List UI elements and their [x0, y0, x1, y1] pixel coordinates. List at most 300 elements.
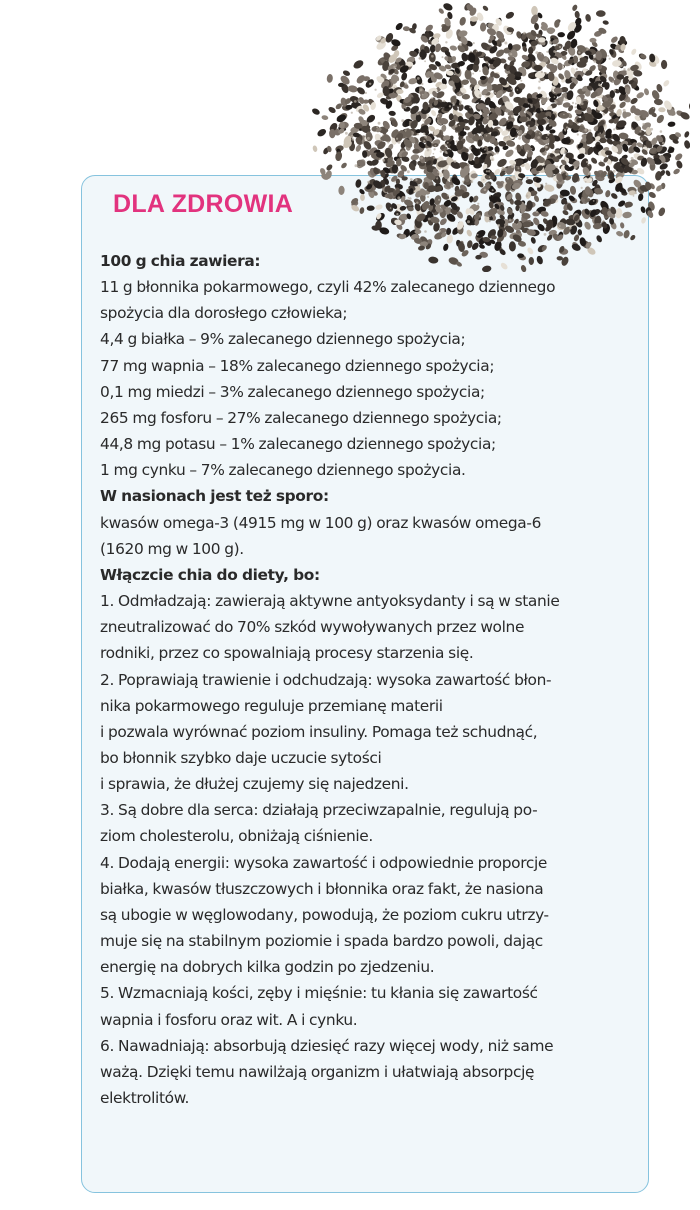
seed-highlight: [538, 87, 541, 90]
seed-highlight: [577, 133, 579, 135]
text-line: wapnia i fosforu oraz wit. A i cynku.: [100, 1010, 358, 1029]
seed-highlight: [613, 128, 615, 130]
chia-seed: [622, 211, 632, 218]
text-line: 77 mg wapnia – 18% zalecanego dziennego spożycia;: [100, 356, 495, 375]
chia-seed: [683, 140, 690, 150]
seed-highlight: [459, 103, 462, 106]
chia-seed: [657, 206, 666, 217]
seed-highlight: [456, 140, 458, 142]
seed-highlight: [397, 196, 400, 199]
chia-seed: [355, 179, 362, 188]
chia-seed: [571, 172, 580, 183]
seed-highlight: [479, 70, 481, 72]
seed-highlight: [397, 141, 400, 144]
text-line: 6. Nawadniają: absorbują dziesięć razy więcej wody, niż same: [100, 1036, 554, 1055]
seed-highlight: [628, 68, 631, 71]
seed-highlight: [496, 152, 499, 155]
seed-highlight: [396, 138, 398, 140]
chia-seed: [360, 194, 365, 201]
text-line: 0,1 mg miedzi – 3% zalecanego dziennego spożycia;: [100, 382, 485, 401]
seed-highlight: [351, 135, 354, 138]
seed-highlight: [510, 176, 512, 178]
seed-highlight: [556, 224, 558, 226]
seed-highlight: [504, 136, 507, 139]
seed-highlight: [641, 138, 643, 140]
chia-seed: [683, 131, 690, 139]
seed-highlight: [505, 172, 507, 174]
chia-seed: [574, 11, 580, 19]
chia-seed: [595, 234, 603, 243]
chia-seed: [338, 186, 345, 196]
chia-seed: [327, 106, 336, 114]
text-line: bo błonnik szybko daje uczucie sytości: [100, 748, 382, 767]
seed-highlight: [590, 176, 593, 179]
chia-seed: [403, 26, 410, 31]
section-title: DLA ZDROWIA: [113, 190, 294, 218]
chia-seed: [530, 236, 537, 244]
chia-seed: [667, 121, 675, 127]
seed-highlight: [509, 219, 512, 222]
chia-seed: [440, 191, 451, 201]
chia-seed: [442, 2, 454, 12]
seed-highlight: [554, 100, 556, 102]
seed-highlight: [541, 53, 543, 55]
seed-highlight: [401, 119, 404, 122]
chia-seed: [321, 115, 329, 121]
seed-highlight: [535, 51, 538, 54]
chia-seed: [458, 16, 466, 26]
seed-highlight: [416, 202, 418, 204]
seed-highlight: [536, 124, 538, 126]
seed-highlight: [473, 42, 475, 44]
seed-highlight: [660, 130, 663, 133]
seed-highlight: [526, 195, 529, 198]
seed-highlight: [651, 128, 654, 131]
seed-highlight: [607, 55, 609, 57]
chia-seed: [394, 22, 404, 32]
chia-seed: [655, 114, 665, 125]
text-line: 3. Są dobre dla serca: działają przeciwzapalnie, regulują po-: [100, 801, 538, 820]
seed-highlight: [570, 225, 572, 227]
chia-seed: [449, 45, 457, 52]
text-line: ziom cholesterolu, obniżają ciśnienie.: [100, 827, 373, 846]
seed-highlight: [564, 129, 566, 131]
chia-seed: [311, 107, 321, 116]
seed-highlight: [540, 109, 542, 111]
text-line: białka, kwasów tłuszczowych i błonnika oraz fakt, że nasiona: [100, 879, 544, 898]
seed-highlight: [648, 163, 650, 165]
chia-seed: [602, 20, 609, 25]
seed-highlight: [527, 177, 529, 179]
seed-highlight: [546, 51, 548, 53]
chia-seed: [316, 127, 327, 137]
seed-highlight: [422, 94, 424, 96]
chia-seed: [347, 85, 358, 93]
seed-highlight: [484, 189, 487, 192]
seed-highlight: [511, 88, 513, 90]
text-line: 5. Wzmacniają kości, zęby i mięśnie: tu kłania się zawartość: [100, 984, 538, 1003]
seed-highlight: [549, 125, 551, 127]
seed-highlight: [467, 220, 470, 223]
seed-highlight: [407, 170, 410, 173]
seed-highlight: [438, 199, 440, 201]
text-line: 1 mg cynku – 7% zalecanego dziennego spożycia.: [100, 461, 466, 480]
chia-seed: [557, 62, 563, 70]
seed-highlight: [593, 55, 596, 58]
seed-highlight: [408, 197, 410, 199]
seed-highlight: [469, 106, 471, 108]
chia-seed: [326, 74, 333, 83]
chia-seed: [396, 89, 403, 94]
seed-highlight: [623, 68, 625, 70]
chia-seed: [689, 102, 690, 110]
seed-highlight: [541, 184, 543, 186]
seed-highlight: [367, 137, 370, 140]
seed-highlight: [459, 43, 462, 46]
seed-highlight: [642, 123, 644, 125]
seed-highlight: [603, 113, 606, 116]
seed-highlight: [428, 218, 431, 221]
seed-highlight: [491, 159, 493, 161]
chia-seed: [623, 229, 631, 239]
chia-seed: [615, 208, 623, 219]
seed-highlight: [518, 167, 520, 169]
seed-highlight: [435, 145, 437, 147]
seed-highlight: [395, 189, 397, 191]
seed-highlight: [486, 170, 488, 172]
text-line: są ubogie w węglowodany, powodują, że poziom cukru utrzy-: [100, 905, 549, 924]
seed-highlight: [433, 153, 435, 155]
chia-seed: [630, 48, 637, 56]
chia-seed: [620, 222, 625, 229]
seed-highlight: [393, 87, 395, 89]
seed-highlight: [415, 179, 417, 181]
seed-highlight: [612, 81, 614, 83]
section-heading: 100 g chia zawiera:: [100, 252, 261, 270]
seed-highlight: [531, 106, 533, 108]
chia-seed: [329, 129, 335, 138]
seed-highlight: [393, 66, 395, 68]
seed-highlight: [484, 149, 486, 151]
chia-seed: [654, 98, 664, 105]
seed-highlight: [449, 105, 451, 107]
seed-highlight: [477, 234, 479, 236]
chia-seed: [508, 43, 513, 50]
seed-highlight: [544, 233, 547, 236]
seed-highlight: [419, 57, 422, 60]
chia-seed: [585, 14, 592, 23]
seed-highlight: [485, 61, 488, 64]
seed-highlight: [390, 207, 392, 209]
seed-highlight: [481, 132, 484, 135]
chia-seed: [335, 151, 343, 162]
chia-seed: [610, 192, 619, 200]
chia-seed: [410, 154, 420, 162]
seed-highlight: [662, 142, 665, 145]
text-line: spożycia dla dorosłego człowieka;: [100, 304, 348, 323]
seed-highlight: [588, 129, 591, 132]
seed-highlight: [477, 203, 479, 205]
text-line: 4,4 g białka – 9% zalecanego dziennego spożycia;: [100, 330, 466, 349]
seed-highlight: [397, 169, 399, 171]
seed-highlight: [631, 157, 634, 160]
seed-highlight: [523, 32, 526, 35]
seed-highlight: [427, 196, 429, 198]
seed-highlight: [345, 132, 348, 135]
chia-seed: [312, 145, 318, 153]
text-line: i pozwala wyrównać poziom insuliny. Pomaga też schudnąć,: [100, 722, 538, 741]
seed-highlight: [418, 185, 421, 188]
seed-highlight: [378, 122, 381, 125]
chia-seed: [605, 190, 611, 198]
seed-highlight: [539, 133, 541, 135]
seed-highlight: [618, 59, 620, 61]
seed-highlight: [546, 146, 548, 148]
seed-highlight: [459, 125, 461, 127]
chia-seed: [480, 22, 487, 31]
seed-highlight: [581, 102, 584, 105]
seed-highlight: [476, 50, 478, 52]
seed-highlight: [405, 82, 407, 84]
seed-highlight: [598, 83, 601, 86]
seed-highlight: [472, 73, 474, 75]
chia-seed: [665, 169, 672, 176]
seed-highlight: [355, 164, 358, 167]
chia-seed: [505, 10, 516, 20]
seed-highlight: [578, 51, 580, 53]
seed-highlight: [653, 108, 655, 110]
chia-seed: [640, 206, 647, 214]
seed-highlight: [546, 73, 548, 75]
seed-highlight: [507, 177, 509, 179]
chia-seed: [675, 160, 683, 170]
chia-seed: [569, 185, 576, 195]
seed-highlight: [518, 132, 520, 134]
seed-highlight: [623, 173, 625, 175]
seed-highlight: [536, 211, 538, 213]
seed-highlight: [563, 114, 565, 116]
seed-highlight: [487, 117, 489, 119]
seed-highlight: [556, 166, 558, 168]
seed-highlight: [489, 176, 491, 178]
chia-seed: [531, 6, 538, 16]
seed-highlight: [545, 153, 547, 155]
seed-highlight: [600, 160, 602, 162]
seed-highlight: [439, 230, 441, 232]
seed-highlight: [513, 164, 516, 167]
seed-highlight: [433, 148, 435, 150]
chia-seed: [375, 204, 383, 211]
seed-highlight: [537, 136, 540, 139]
chia-seed: [658, 107, 666, 113]
chia-seed: [672, 168, 680, 176]
seed-highlight: [492, 189, 494, 191]
seed-highlight: [489, 195, 491, 197]
seed-highlight: [546, 137, 548, 139]
chia-seed: [643, 88, 649, 96]
seed-highlight: [547, 133, 549, 135]
chia-seed: [543, 183, 555, 192]
seed-highlight: [418, 50, 420, 52]
seed-highlight: [443, 100, 445, 102]
seed-highlight: [574, 119, 576, 121]
seed-highlight: [437, 171, 439, 173]
seed-highlight: [494, 92, 496, 94]
chia-seed: [638, 193, 644, 201]
chia-seed: [648, 191, 657, 199]
chia-seed: [596, 10, 606, 17]
seed-highlight: [369, 83, 371, 85]
chia-seed: [438, 7, 445, 14]
text-line: muje się na stabilnym poziomie i spada bardzo powoli, dając: [100, 932, 543, 951]
chia-seed: [430, 109, 437, 117]
chia-seed: [557, 32, 565, 37]
seed-highlight: [576, 68, 578, 70]
seed-highlight: [454, 160, 457, 163]
seed-highlight: [357, 99, 359, 101]
seed-highlight: [494, 153, 496, 155]
seed-highlight: [566, 173, 569, 176]
seed-highlight: [404, 106, 406, 108]
seed-highlight: [489, 220, 491, 222]
seed-highlight: [495, 191, 497, 193]
seed-highlight: [455, 125, 458, 128]
seed-highlight: [545, 183, 547, 185]
seed-highlight: [431, 97, 433, 99]
seed-highlight: [613, 170, 616, 173]
seed-highlight: [394, 181, 396, 183]
seed-highlight: [421, 83, 423, 85]
seed-highlight: [588, 164, 590, 166]
chia-seed: [661, 60, 668, 69]
seed-highlight: [444, 143, 447, 146]
seed-highlight: [427, 149, 430, 152]
seed-highlight: [585, 181, 587, 183]
chia-seed: [412, 149, 419, 154]
seed-highlight: [450, 185, 453, 188]
seed-highlight: [518, 137, 521, 140]
seed-highlight: [417, 113, 419, 115]
text-line: 265 mg fosforu – 27% zalecanego dziennego spożycia;: [100, 408, 502, 427]
seed-highlight: [354, 100, 357, 103]
seed-highlight: [635, 192, 637, 194]
seed-highlight: [511, 115, 514, 118]
seed-highlight: [574, 167, 577, 170]
chia-seed: [400, 72, 408, 81]
chia-seed: [534, 65, 543, 71]
seed-highlight: [375, 89, 377, 91]
seed-highlight: [486, 135, 488, 137]
seed-highlight: [436, 177, 438, 179]
chia-seed: [461, 52, 468, 62]
chia-seed: [629, 234, 636, 241]
seed-highlight: [593, 200, 595, 202]
seed-highlight: [559, 46, 561, 48]
seed-highlight: [396, 213, 398, 215]
seed-highlight: [417, 77, 420, 80]
seed-highlight: [504, 42, 507, 45]
text-line: 4. Dodają energii: wysoka zawartość i odpowiednie proporcje: [100, 853, 548, 872]
seed-highlight: [609, 58, 611, 60]
seed-highlight: [462, 181, 464, 183]
seed-highlight: [420, 157, 423, 160]
seed-highlight: [510, 53, 512, 55]
seed-highlight: [629, 160, 632, 163]
chia-seed: [356, 86, 367, 96]
section-heading: W nasionach jest też sporo:: [100, 487, 329, 506]
seed-highlight: [389, 177, 391, 179]
seed-highlight: [541, 71, 543, 73]
chia-seed: [546, 27, 555, 33]
seed-highlight: [525, 110, 528, 113]
chia-seed: [571, 4, 578, 12]
seed-highlight: [547, 97, 550, 100]
text-line: kwasów omega-3 (4915 mg w 100 g) oraz kwasów omega-6: [100, 513, 542, 532]
seed-highlight: [423, 140, 425, 142]
seed-highlight: [506, 136, 508, 138]
seed-highlight: [569, 227, 572, 230]
seed-highlight: [526, 150, 528, 152]
seed-highlight: [538, 80, 540, 82]
seed-highlight: [488, 170, 490, 172]
seed-highlight: [469, 147, 472, 150]
seed-highlight: [588, 172, 591, 175]
seed-highlight: [599, 132, 601, 134]
seed-highlight: [549, 42, 552, 45]
seed-highlight: [554, 96, 556, 98]
seed-highlight: [387, 141, 389, 143]
seed-highlight: [520, 80, 522, 82]
chia-seed: [388, 110, 396, 116]
chia-seed: [367, 205, 375, 211]
chia-seed: [340, 162, 348, 170]
text-line: nika pokarmowego reguluje przemianę materii: [100, 696, 443, 715]
seed-highlight: [424, 60, 426, 62]
seed-highlight: [447, 195, 449, 197]
seed-highlight: [417, 133, 419, 135]
chia-seed: [466, 229, 473, 237]
seed-highlight: [478, 124, 480, 126]
seed-highlight: [479, 215, 481, 217]
seed-highlight: [640, 130, 642, 132]
seed-highlight: [454, 61, 456, 63]
seed-highlight: [376, 126, 378, 128]
chia-seed: [674, 152, 684, 162]
seed-highlight: [613, 89, 616, 92]
seed-highlight: [581, 187, 583, 189]
seed-highlight: [603, 124, 605, 126]
chia-seed: [428, 52, 436, 63]
text-line: energię na dobrych kilka godzin po zjedzeniu.: [100, 958, 435, 977]
seed-highlight: [382, 159, 385, 162]
seed-highlight: [586, 48, 588, 50]
seed-highlight: [461, 85, 463, 87]
seed-highlight: [633, 195, 635, 197]
seed-highlight: [424, 230, 427, 233]
seed-highlight: [536, 131, 538, 133]
seed-highlight: [367, 181, 370, 184]
text-line: rodniki, przez co spowalniają procesy starzenia się.: [100, 644, 474, 663]
body-text: [100, 248, 600, 1111]
seed-highlight: [548, 153, 551, 156]
seed-highlight: [351, 112, 353, 114]
chia-seed: [577, 229, 582, 236]
chia-seed: [446, 234, 453, 244]
text-line: (1620 mg w 100 g).: [100, 539, 244, 558]
seed-highlight: [459, 94, 462, 97]
seed-highlight: [535, 140, 537, 142]
text-line: 11 g błonnika pokarmowego, czyli 42% zalecanego dziennego: [100, 278, 556, 297]
